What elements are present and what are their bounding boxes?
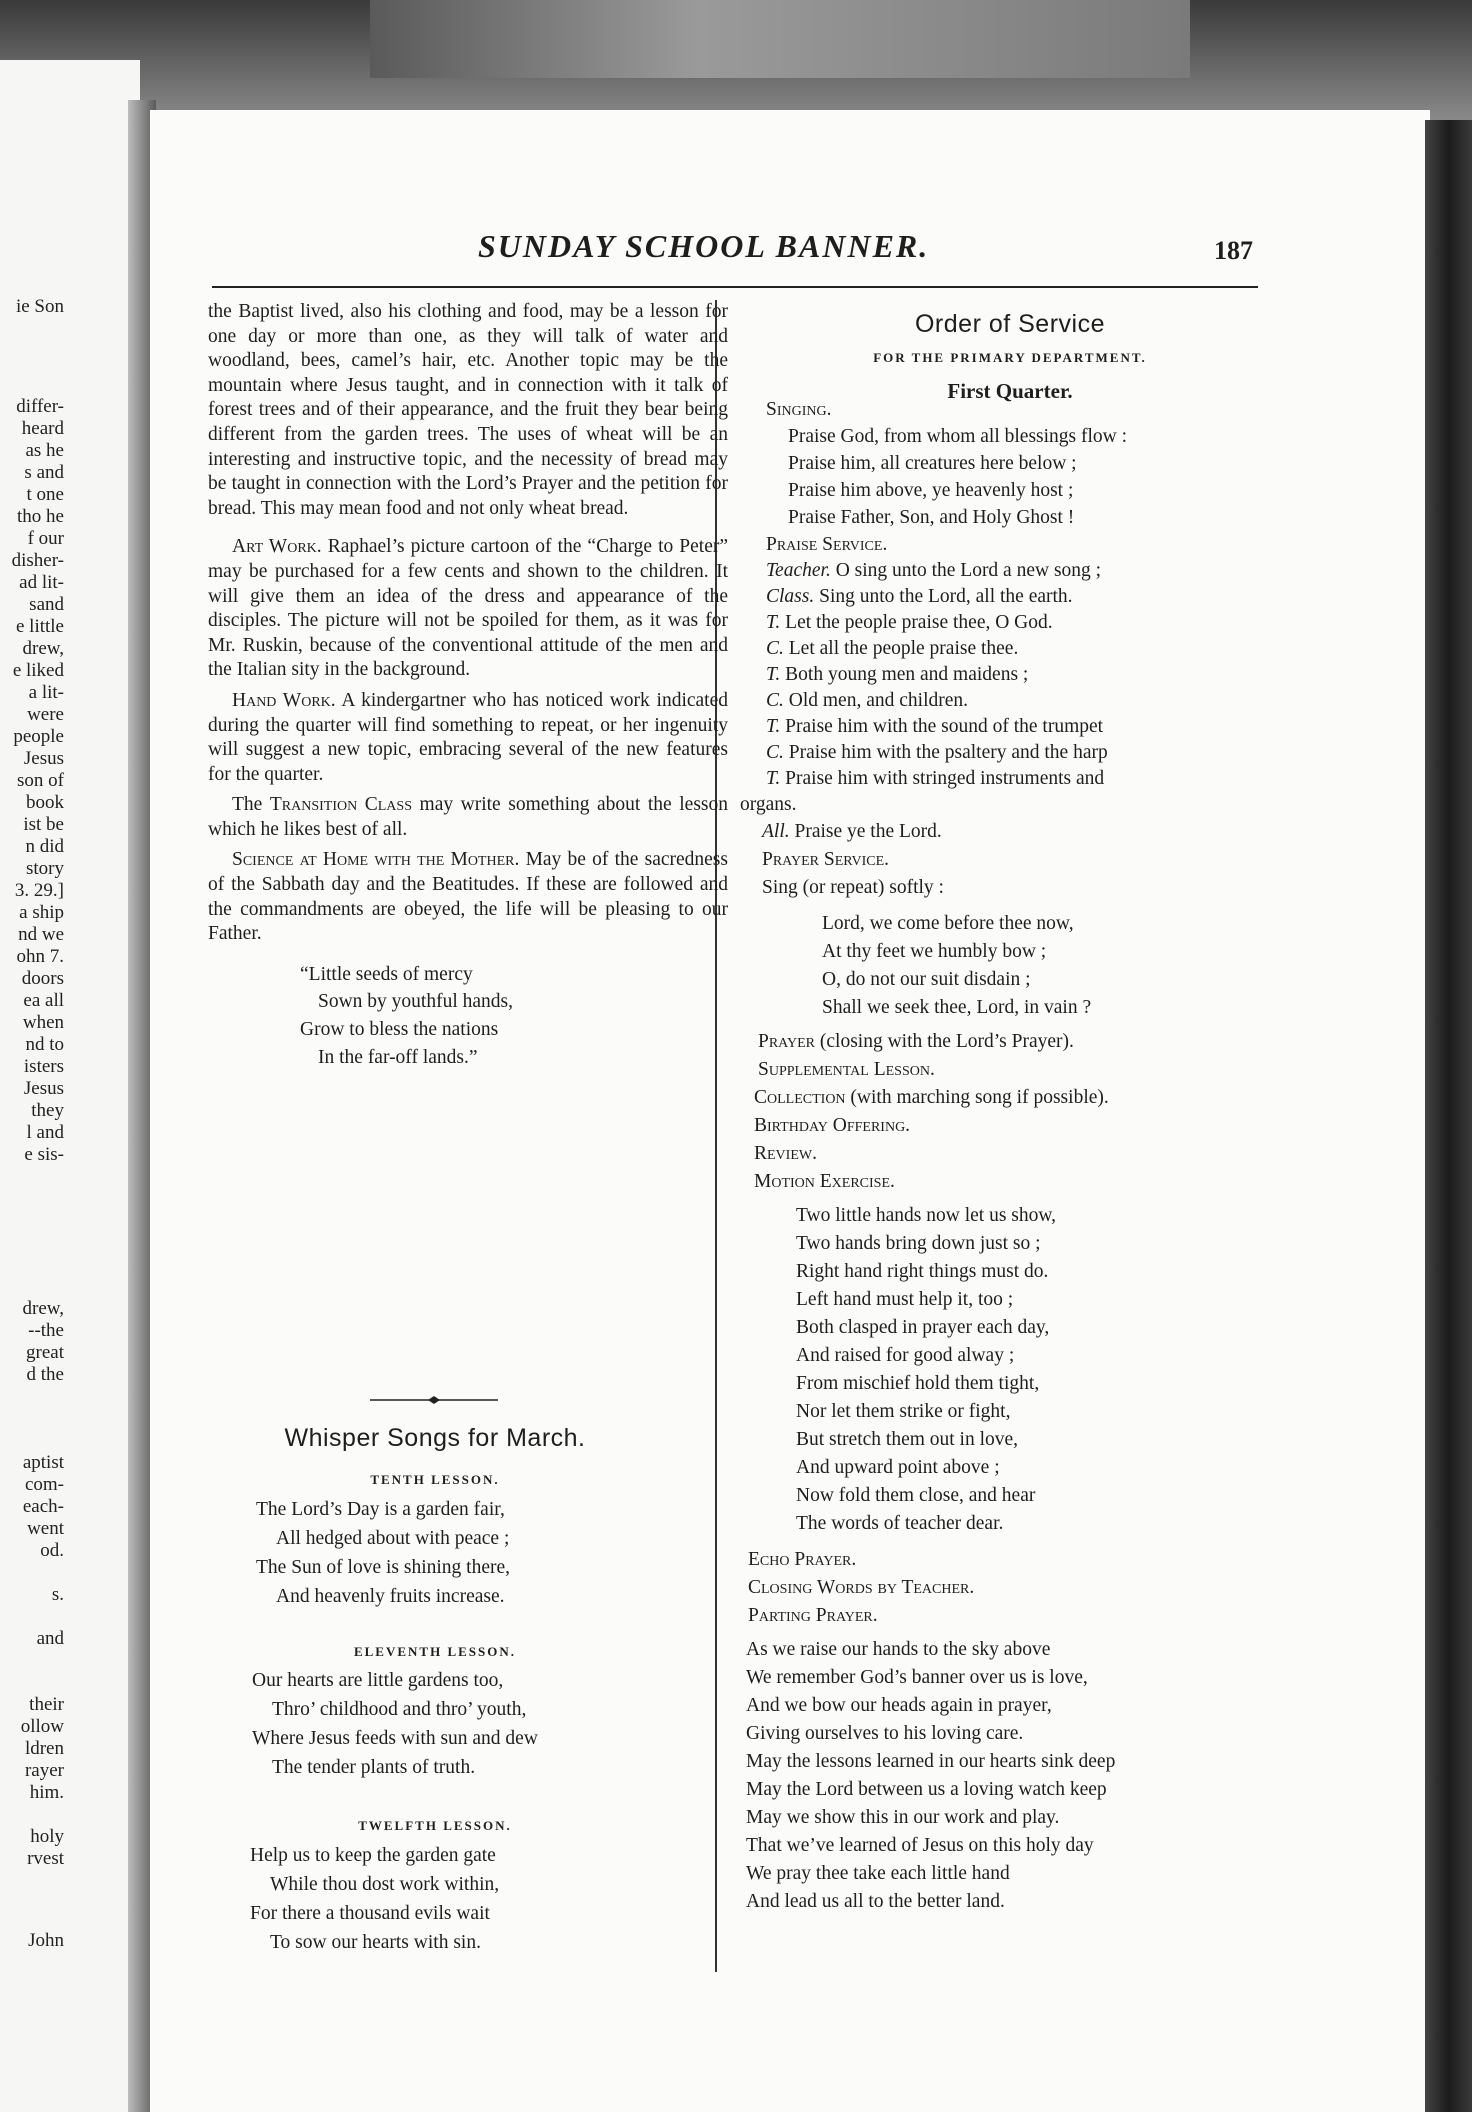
responsive-line (740, 636, 1280, 662)
left-page-fragment: d the (26, 1364, 64, 1385)
order-of-service-body (740, 396, 1280, 1916)
transition-pre: The (232, 794, 270, 816)
verse-line: To sow our hearts with sin. (270, 1932, 481, 1953)
left-page-fragment: ie Son (15, 296, 64, 317)
collection-item (740, 1084, 1280, 1112)
verse-line: Help us to keep the garden gate (250, 1845, 496, 1866)
parting-prayer-label: Parting Prayer. (748, 1605, 878, 1626)
left-page-fragment: n did (25, 836, 64, 857)
left-page-fragment: s. (51, 1584, 64, 1605)
responsive-text: Let the people praise thee, O God. (780, 612, 1053, 633)
left-page-fragment: each- (22, 1496, 64, 1517)
left-page-fragment: Jesus (23, 748, 64, 769)
left-page-fragment: drew, (22, 638, 64, 659)
parting-line: We remember God’s banner over us is love, (746, 1667, 1088, 1688)
hand-work-paragraph (208, 689, 728, 787)
motion-line: Two little hands now let us show, (796, 1205, 1057, 1226)
left-page-fragment: e little (15, 616, 64, 637)
order-subtitle: FOR THE PRIMARY DEPARTMENT. (873, 350, 1147, 365)
left-page-fragment: l and (26, 1122, 64, 1143)
left-page-fragment: com- (24, 1474, 64, 1495)
poem-line: Grow to bless the nations (300, 1019, 499, 1041)
left-page-fragment: sand (29, 594, 64, 615)
left-page-fragment: ea all (23, 990, 64, 1011)
twelfth-lesson-verse (250, 1841, 499, 1957)
echo-prayer-label: Echo Prayer. (748, 1549, 857, 1570)
collection-text: (with marching song if possible). (845, 1087, 1109, 1108)
responsive-text: Both young men and maidens ; (780, 664, 1029, 685)
verse-line: All hedged about with peace ; (276, 1528, 510, 1549)
left-column (208, 300, 728, 1071)
left-page-fragment: were (27, 704, 64, 725)
left-page-fragment: book (26, 792, 64, 813)
responsive-line (740, 818, 1280, 846)
responsive-continuation: organs. (740, 794, 797, 815)
science-paragraph (208, 848, 728, 946)
parting-line: As we raise our hands to the sky above (746, 1639, 1051, 1660)
left-page-fragment: drew, (22, 1298, 64, 1319)
hand-work-text: A kindergartner who has noticed work indicated during the quarter will find something to repeat, or her ingenuity will suggest a new topic, embracing several of the new features for the quarter. (208, 689, 728, 785)
parting-line: We pray thee take each little hand (746, 1863, 1010, 1884)
prayer-service-label: Prayer Service. (762, 849, 890, 870)
speaker: T. (766, 664, 781, 685)
verse-line: The Lord’s Day is a garden fair, (256, 1499, 505, 1520)
left-page-fragment: John (28, 1930, 64, 1951)
speaker: C. (766, 742, 784, 763)
motion-line: Now fold them close, and hear (796, 1485, 1036, 1506)
left-page-fragment: tho he (17, 506, 64, 527)
verse-line: Where Jesus feeds with sun and dew (252, 1728, 538, 1749)
left-page-fragment: son of (17, 770, 64, 791)
left-page-fragment: great (26, 1342, 64, 1363)
background-page-behind (370, 0, 1190, 78)
responsive-text: O sing unto the Lord a new song ; (830, 560, 1102, 581)
left-page-fragment: od. (40, 1540, 64, 1561)
poem-line: In the far-off lands.” (318, 1046, 478, 1068)
transition-class-paragraph (208, 793, 728, 842)
responsive-line (740, 558, 1280, 584)
prayer-hymn-line: O, do not our suit disdain ; (822, 969, 1031, 990)
parting-line: May we show this in our work and play. (746, 1807, 1060, 1828)
prayer-item (740, 1028, 1280, 1056)
motion-line: Left hand must help it, too ; (796, 1289, 1014, 1310)
responsive-text: Old men, and children. (783, 690, 969, 711)
speaker: T. (766, 612, 781, 633)
science-text: May be of the sacredness of the Sabbath day and the Beatitudes. If these are followed and the commandments are obeyed, the life will be pleasing to our Father. (208, 849, 728, 945)
first-quarter-heading: First Quarter. (947, 379, 1073, 403)
left-page-fragment: rayer (24, 1760, 64, 1781)
poem-line: “Little seeds of mercy (300, 963, 473, 985)
responsive-text: Let all the people praise thee. (783, 638, 1019, 659)
left-page-fragment: Jesus (23, 1078, 64, 1099)
transition-class-text: may write something about the lesson which he likes best of all. (208, 794, 728, 840)
responsive-line (740, 766, 1280, 792)
left-page-fragment: --the (28, 1320, 64, 1341)
motion-line: Nor let them strike or fight, (796, 1401, 1011, 1422)
left-page-fragment: holy (30, 1826, 64, 1847)
left-page-fragment: people (13, 726, 64, 747)
doxology-line: Praise him, all creatures here below ; (788, 453, 1077, 474)
left-page-fragment: they (31, 1100, 64, 1121)
motion-exercise-label: Motion Exercise. (754, 1171, 895, 1192)
verse-line: Thro’ childhood and thro’ youth, (272, 1699, 527, 1720)
left-page-fragment: nd we (18, 924, 64, 945)
speaker: T. (766, 716, 781, 737)
parting-line: May the lessons learned in our hearts sink deep (746, 1751, 1116, 1772)
parting-line: May the Lord between us a loving watch keep (746, 1779, 1107, 1800)
speaker: Teacher. (766, 560, 831, 581)
parting-line: Giving ourselves to his loving care. (746, 1723, 1024, 1744)
left-page-fragment: ad lit- (19, 572, 64, 593)
closing-words-label: Closing Words by Teacher. (748, 1577, 975, 1598)
left-page-fragment: ohn 7. (16, 946, 64, 967)
left-page-fragment: e sis- (24, 1144, 64, 1165)
motion-line: But stretch them out in love, (796, 1429, 1019, 1450)
prayer-text: (closing with the Lord’s Prayer). (815, 1031, 1074, 1052)
speaker: C. (766, 638, 784, 659)
responsive-line (740, 610, 1280, 636)
left-page-fragment: aptist (22, 1452, 64, 1473)
singing-label: Singing. (766, 399, 832, 420)
left-page-fragment: ollow (20, 1716, 64, 1737)
responsive-text: Sing unto the Lord, all the earth. (814, 586, 1073, 607)
right-column (740, 396, 1280, 1916)
left-page-fragment: a lit- (28, 682, 64, 703)
tenth-lesson-label: TENTH LESSON. (370, 1472, 500, 1487)
left-page-fragment: a ship (19, 902, 64, 923)
review-label: Review. (754, 1143, 817, 1164)
order-of-service-title: Order of Service (914, 310, 1105, 338)
left-page-fragment: doors (21, 968, 64, 989)
transition-class-label: Transition Class (269, 794, 412, 816)
prayer-label: Prayer (758, 1031, 816, 1052)
motion-line: Right hand right things must do. (796, 1261, 1049, 1282)
left-page-fragment: their (29, 1694, 64, 1715)
left-page-fragment: 3. 29.] (14, 880, 64, 901)
verse-line: The tender plants of truth. (272, 1757, 476, 1778)
page-number: 187 (1214, 236, 1253, 265)
speaker: Class. (766, 586, 815, 607)
collection-label: Collection (754, 1087, 846, 1108)
supplemental-lesson-label: Supplemental Lesson. (758, 1059, 935, 1080)
left-page-fragment: differ- (16, 396, 64, 417)
motion-line: From mischief hold them tight, (796, 1373, 1040, 1394)
left-page-fragment: heard (21, 418, 64, 439)
hand-work-label: Hand Work. (232, 689, 336, 711)
motion-line: The words of teacher dear. (796, 1513, 1004, 1534)
responsive-line (740, 688, 1280, 714)
sing-softly-instruction: Sing (or repeat) softly : (762, 877, 944, 898)
prayer-hymn-line: At thy feet we humbly bow ; (822, 941, 1047, 962)
running-head: SUNDAY SCHOOL BANNER. (478, 228, 930, 264)
motion-line: And raised for good alway ; (796, 1345, 1015, 1366)
verse-line: Our hearts are little gardens too, (252, 1670, 504, 1691)
verse-line: The Sun of love is shining there, (256, 1557, 511, 1578)
speaker: All. (762, 821, 790, 842)
science-label: Science at Home with the Mother. (232, 849, 520, 871)
motion-line: Two hands bring down just so ; (796, 1233, 1041, 1254)
responsive-line (740, 740, 1280, 766)
responsive-text: Praise ye the Lord. (789, 821, 942, 842)
eleventh-lesson-verse (252, 1666, 538, 1782)
left-page-fragment: as he (25, 440, 64, 461)
left-page-fragment: and (36, 1628, 64, 1649)
speaker: C. (766, 690, 784, 711)
motion-line: And upward point above ; (796, 1457, 1000, 1478)
header-rule (212, 286, 1258, 288)
parting-line: That we’ve learned of Jesus on this holy day (746, 1835, 1094, 1856)
praise-service-label: Praise Service. (766, 534, 888, 555)
responsive-line (740, 662, 1280, 688)
prayer-hymn-line: Lord, we come before thee now, (822, 913, 1074, 934)
motion-line: Both clasped in prayer each day, (796, 1317, 1050, 1338)
doxology-line: Praise God, from whom all blessings flow : (788, 426, 1128, 447)
verse-line: While thou dost work within, (270, 1874, 500, 1895)
responsive-line (740, 714, 1280, 740)
left-page-fragment: isters (23, 1056, 64, 1077)
left-page-fragment: went (27, 1518, 64, 1539)
left-page-fragment: t one (26, 484, 64, 505)
book-edge (1425, 120, 1472, 2112)
parting-line: And lead us all to the better land. (746, 1891, 1005, 1912)
responsive-text: Praise him with the sound of the trumpet (780, 716, 1104, 737)
left-page-fragment: e liked (12, 660, 64, 681)
verse-line: For there a thousand evils wait (250, 1903, 490, 1924)
doxology-line: Praise Father, Son, and Holy Ghost ! (788, 507, 1075, 528)
poem-line: Sown by youthful hands, (318, 991, 513, 1013)
left-page-fragment: disher- (11, 550, 64, 571)
speaker: T. (766, 768, 781, 789)
birthday-offering-label: Birthday Offering. (754, 1115, 911, 1136)
left-page-fragment: ldren (24, 1738, 64, 1759)
left-page-fragment: rvest (27, 1848, 64, 1869)
section-divider-ornament (370, 1395, 498, 1405)
tenth-lesson-verse (256, 1495, 510, 1611)
doxology-line: Praise him above, ye heavenly host ; (788, 480, 1074, 501)
responsive-text: Praise him with stringed instruments and (780, 768, 1105, 789)
left-page-fragment: him. (29, 1782, 64, 1803)
verse-line: And heavenly fruits increase. (276, 1586, 505, 1607)
intro-paragraph: the Baptist lived, also his clothing and food, may be a lesson for one day or more than one, as they will talk of water and woodland, bees, camel’s hair, etc. Another topic may be the mountain where Jesus taught, and in connection with it talk of forest trees and of their appearance, and the fruit they bear being different from the garden trees. The uses of wheat will be an interesting and instructive topic, and the necessity of bread may be taught in connection with the Lord’s Prayer and the petition for bread. This may mean food and not only wheat bread. (208, 301, 728, 519)
left-page-fragment: s and (24, 462, 64, 483)
whisper-songs-title: Whisper Songs for March. (284, 1424, 586, 1452)
twelfth-lesson-label: TWELFTH LESSON. (358, 1818, 512, 1833)
eleventh-lesson-label: ELEVENTH LESSON. (353, 1644, 517, 1659)
prayer-hymn-line: Shall we seek thee, Lord, in vain ? (822, 997, 1092, 1018)
art-work-paragraph (208, 535, 728, 683)
left-page-fragment: ist be (23, 814, 64, 835)
left-page-fragment: nd to (25, 1034, 64, 1055)
art-work-label: Art Work. (232, 536, 322, 558)
parting-line: And we bow our heads again in prayer, (746, 1695, 1052, 1716)
left-page-fragment: f our (27, 528, 64, 549)
left-page-fragment: when (22, 1012, 64, 1033)
mercy-poem (208, 961, 728, 1071)
responsive-line (740, 584, 1280, 610)
responsive-text: Praise him with the psaltery and the harp (783, 742, 1108, 763)
left-page-fragment: story (26, 858, 64, 879)
art-work-text: Raphael’s picture cartoon of the “Charge to Peter” may be purchased for a few cents and shown to the children. It will give them an idea of the dress and appearance of the disciples. The picture will not be spoiled for them, as it was for Mr. Ruskin, because of the conventional attitude of the men and the Italian sity in the background. (208, 536, 728, 681)
